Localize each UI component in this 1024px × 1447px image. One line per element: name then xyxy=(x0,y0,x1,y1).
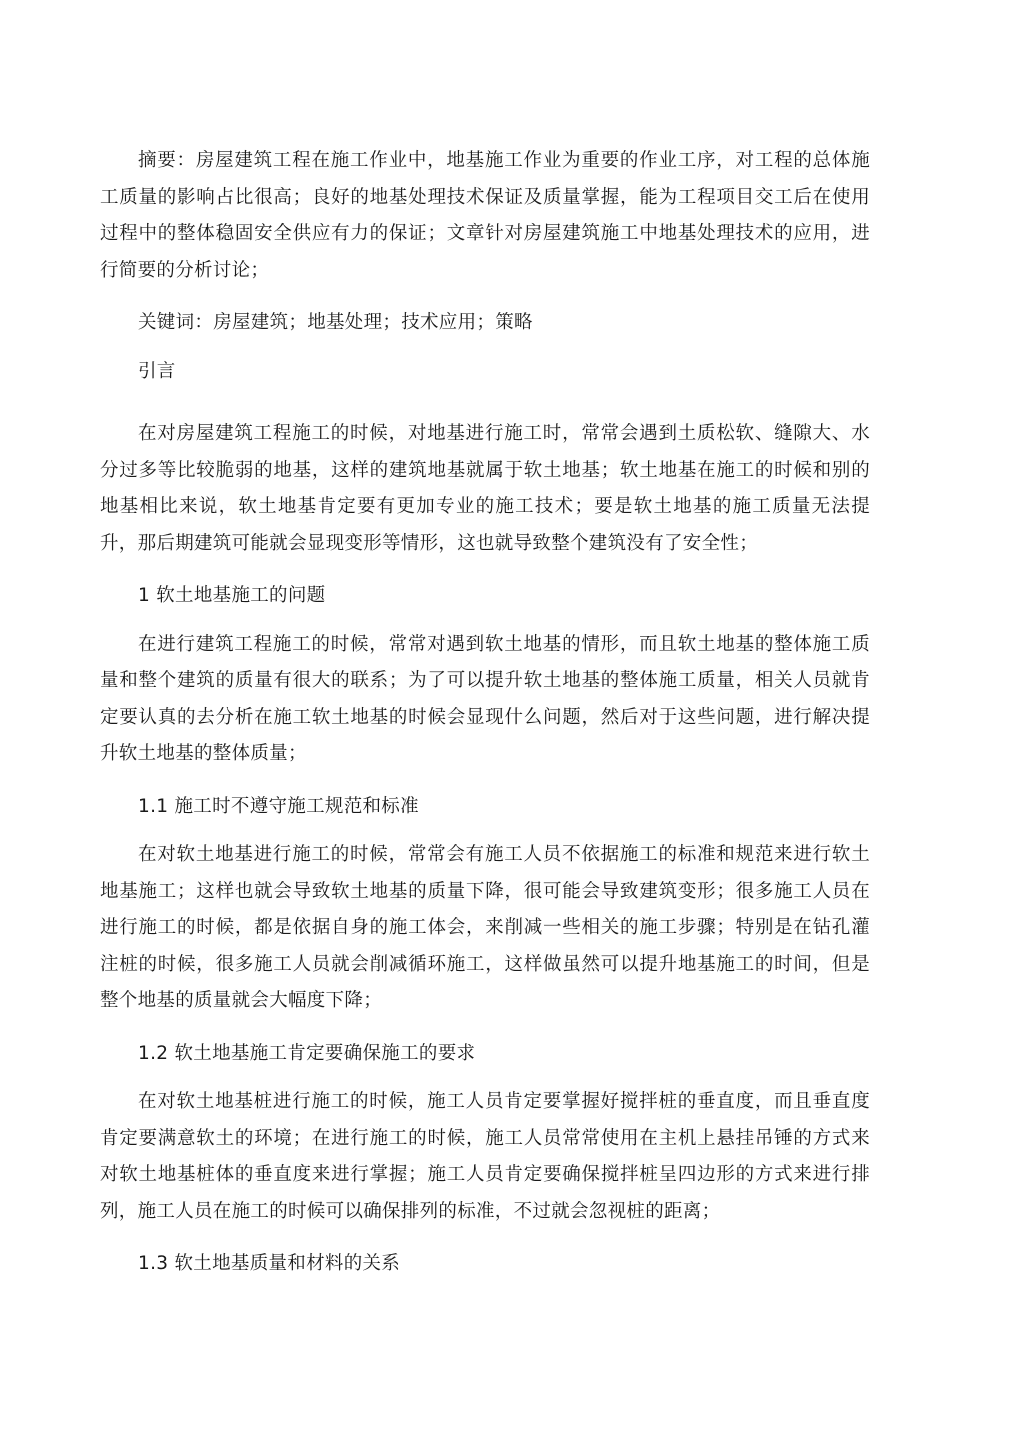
section-1-3-heading: 1.3 软土地基质量和材料的关系 xyxy=(138,1253,401,1274)
section-1-2-paragraph: 在对软土地基桩进行施工的时候，施工人员肯定要掌握好搅拌桩的垂直度，而且垂直度肯定要满意软土的环境；在进行施工的时候，施工人员常常使用在主机上悬挂吊锤的方式来对软土地基桩体的垂直度来进行掌握；施工人员肯定要确保搅拌桩呈四边形的方式来进行排列，施工人员在施工的时候可以确保排列的标准，不过就会忽视桩的距离； xyxy=(100,1091,870,1222)
document-page xyxy=(100,143,870,1283)
section-1-1-paragraph: 在对软土地基进行施工的时候，常常会有施工人员不依据施工的标准和规范来进行软土地基施工；这样也就会导致软土地基的质量下降，很可能会导致建筑变形；很多施工人员在进行施工的时候，都是依据自身的施工体会，来削减一些相关的施工步骤；特别是在钻孔灌注桩的时候，很多施工人员就会削减循环施工，这样做虽然可以提升地基施工的时间，但是整个地基的质量就会大幅度下降； xyxy=(100,844,870,1011)
section-1-paragraph: 在进行建筑工程施工的时候，常常对遇到软土地基的情形，而且软土地基的整体施工质量和整个建筑的质量有很大的联系；为了可以提升软土地基的整体施工质量，相关人员就肯定要认真的去分析在施工软土地基的时候会显现什么问题，然后对于这些问题，进行解决提升软土地基的整体质量； xyxy=(100,633,870,764)
keywords-line: 关键词：房屋建筑；地基处理；技术应用；策略 xyxy=(138,312,533,333)
section-1-1-heading: 1.1 施工时不遵守施工规范和标准 xyxy=(138,795,419,817)
section-1-heading: 1 软土地基施工的问题 xyxy=(138,585,326,606)
abstract-paragraph: 摘要：房屋建筑工程在施工作业中，地基施工作业为重要的作业工序，对工程的总体施工质量的影响占比很高；良好的地基处理技术保证及质量掌握，能为工程项目交工后在使用过程中的整体稳固安全供应有力的保证；文章针对房屋建筑施工中地基处理技术的应用，进行简要的分析讨论； xyxy=(100,150,870,281)
intro-paragraph: 在对房屋建筑工程施工的时候，对地基进行施工时，常常会遇到土质松软、缝隙大、水分过多等比较脆弱的地基，这样的建筑地基就属于软土地基；软土地基在施工的时候和别的地基相比来说，软土地基肯定要有更加专业的施工技术；要是软土地基的施工质量无法提升，那后期建筑可能就会显现变形等情形，这也就导致整个建筑没有了安全性； xyxy=(100,423,870,554)
section-1-2-heading: 1.2 软土地基施工肯定要确保施工的要求 xyxy=(138,1042,476,1064)
intro-heading: 引言 xyxy=(138,360,176,382)
